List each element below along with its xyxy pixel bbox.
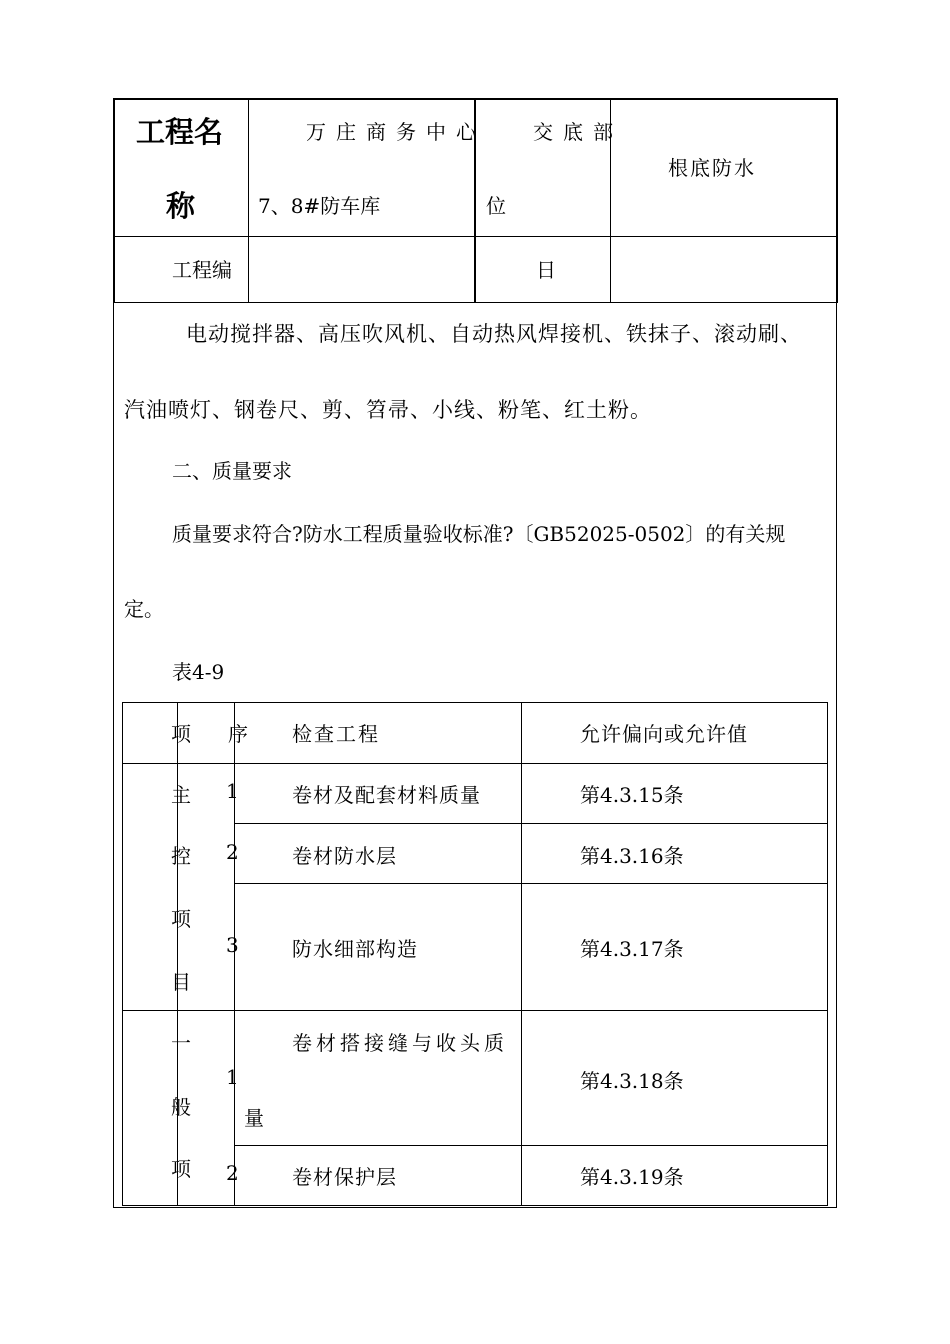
header-seq: 序 bbox=[228, 722, 248, 746]
main-group-char: 主 bbox=[171, 783, 191, 807]
row-check: 卷材防水层 bbox=[292, 844, 397, 868]
tools-line-2: 汽油喷灯、钢卷尺、剪、笤帚、小线、粉笔、红土粉。 bbox=[124, 398, 652, 422]
project-no-label: 工程编 bbox=[172, 258, 232, 282]
part-value: 根底防水 bbox=[668, 156, 756, 180]
row-seq: 3 bbox=[226, 933, 239, 957]
row-allowed: 第4.3.17条 bbox=[580, 937, 684, 961]
quality-line-2: 定。 bbox=[124, 597, 164, 621]
row-seq: 2 bbox=[226, 1161, 239, 1185]
row-check: 卷材搭接缝与收头质 bbox=[292, 1031, 508, 1055]
part-label: 交底部 bbox=[533, 120, 623, 144]
row-allowed: 第4.3.15条 bbox=[580, 783, 684, 807]
row-seq: 1 bbox=[226, 779, 239, 803]
row-seq: 2 bbox=[226, 840, 239, 864]
date-label: 日 bbox=[536, 258, 556, 282]
project-name-value-cont: 7、8#防车库 bbox=[258, 194, 381, 218]
header-check: 检查工程 bbox=[292, 722, 380, 746]
row-check-cont: 量 bbox=[244, 1106, 264, 1130]
row-allowed: 第4.3.16条 bbox=[580, 844, 684, 868]
main-group-char: 项 bbox=[171, 907, 191, 931]
row-allowed: 第4.3.19条 bbox=[580, 1165, 684, 1189]
header-item: 项 bbox=[171, 722, 191, 746]
row-allowed: 第4.3.18条 bbox=[580, 1069, 684, 1093]
frame-left-border bbox=[113, 302, 114, 1207]
row-check: 防水细部构造 bbox=[292, 937, 418, 961]
general-group-char: 般 bbox=[171, 1095, 191, 1119]
general-group-char: 一 bbox=[171, 1031, 191, 1055]
main-group-char: 目 bbox=[171, 970, 191, 994]
row-seq: 1 bbox=[226, 1065, 239, 1089]
table-caption: 表4-9 bbox=[172, 660, 225, 684]
tools-line-1: 电动搅拌器、高压吹风机、自动热风焊接机、铁抹子、滚动刷、 bbox=[186, 322, 802, 346]
part-label-cont: 位 bbox=[486, 194, 506, 218]
project-name-label-cont: 称 bbox=[166, 189, 196, 223]
general-group-char: 项 bbox=[171, 1157, 191, 1181]
project-name-label: 工程名 bbox=[136, 115, 224, 149]
project-name-value: 万庄商务中心 bbox=[306, 120, 486, 144]
row-check: 卷材保护层 bbox=[292, 1165, 397, 1189]
section-title: 二、质量要求 bbox=[172, 459, 292, 483]
main-group-char: 控 bbox=[171, 844, 191, 868]
header-allowed: 允许偏向或允许值 bbox=[580, 722, 748, 746]
row-check: 卷材及配套材料质量 bbox=[292, 783, 481, 807]
quality-line-1: 质量要求符合?防水工程质量验收标准?〔GB52025-0502〕的有关规 bbox=[172, 522, 786, 546]
frame-right-border bbox=[836, 302, 837, 1207]
